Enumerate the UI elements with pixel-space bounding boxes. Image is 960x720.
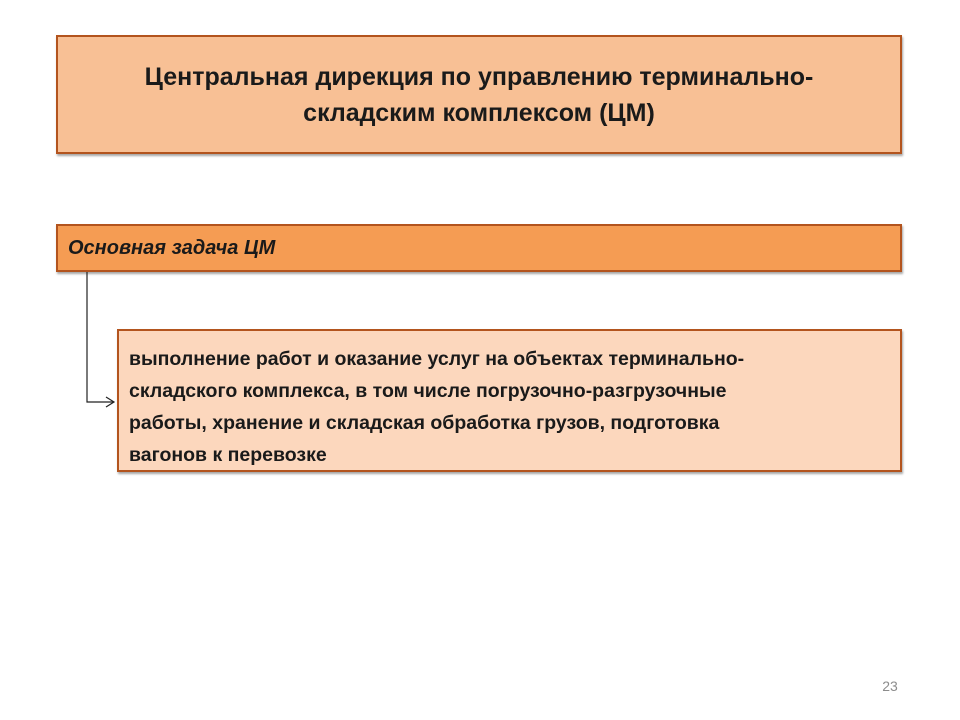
task-description-box — [117, 329, 902, 472]
slide-title: Центральная дирекция по управлению терминально- складским комплексом (ЦМ) — [144, 62, 814, 127]
page-number: 23 — [882, 678, 898, 694]
main-task-label: Основная задача ЦМ — [68, 236, 276, 259]
task-description-text: выполнение работ и оказание услуг на объектах терминально- складского комплекса, в том числе погрузочно-разгрузочные работы, хранение и складская обработка грузов, подготовка вагонов к перевозке — [129, 348, 745, 466]
connector-line — [87, 272, 113, 402]
